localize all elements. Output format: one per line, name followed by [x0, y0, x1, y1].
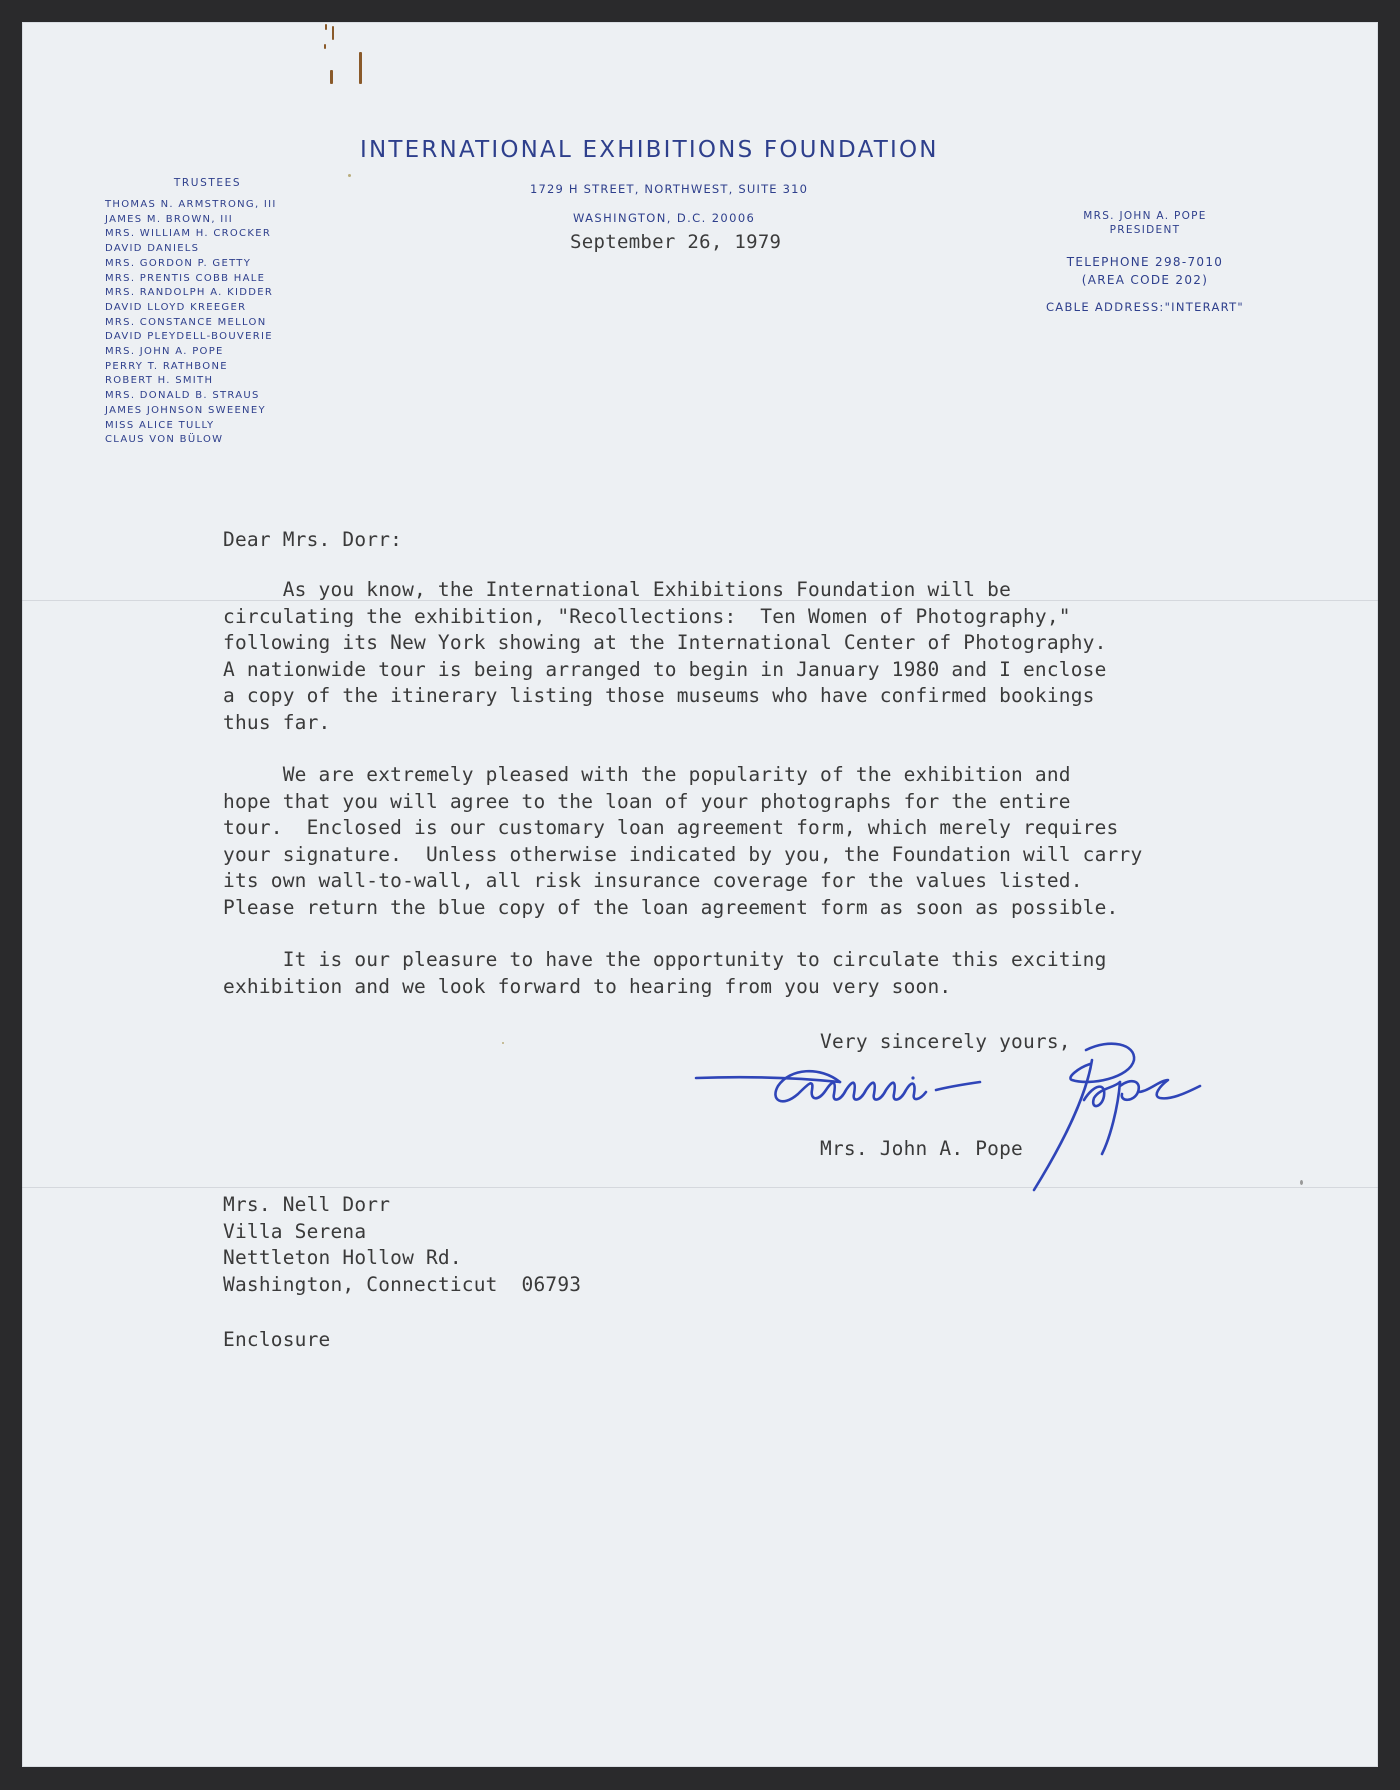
staple-marks — [322, 22, 382, 92]
trustee-name: THOMAS N. ARMSTRONG, III — [105, 199, 277, 210]
telephone: TELEPHONE 298-7010 — [1066, 255, 1224, 269]
salutation: Dear Mrs. Dorr: — [223, 528, 403, 551]
address-line: Villa Serena — [223, 1219, 367, 1243]
address-line: Washington, Connecticut 06793 — [223, 1272, 582, 1296]
trustee-name: MRS. CONSTANCE MELLON — [105, 316, 267, 328]
body-line: thus far. — [223, 710, 331, 734]
city-address: WASHINGTON, D.C. 20006 — [573, 211, 756, 225]
handwritten-signature — [690, 1038, 1230, 1198]
body-line: Please return the blue copy of the loan agreement form as soon as possible. — [223, 895, 1119, 919]
trustee-name: JAMES JOHNSON SWEENEY — [105, 404, 266, 416]
body-line: following its New York showing at the International Center of Photography. — [223, 631, 1107, 654]
trustee-name: MRS. DONALD B. STRAUS — [105, 390, 260, 402]
body-line: tour. Enclosed is our customary loan agreement form, which merely requires — [223, 816, 1119, 839]
letter-body — [223, 577, 1283, 1026]
paper-speck — [502, 1042, 504, 1044]
signer-name: Mrs. John A. Pope — [820, 1137, 1023, 1160]
cable-address: CABLE ADDRESS:"INTERART" — [1045, 300, 1245, 314]
body-line: hope that you will agree to the loan of your photographs for the entire — [223, 789, 1071, 813]
body-line: We are extremely pleased with the popularity of the exhibition and — [223, 763, 1071, 786]
body-paragraph — [223, 577, 1283, 736]
area-code: (AREA CODE 202) — [1081, 273, 1209, 287]
street-address: 1729 H STREET, NORTHWEST, SUITE 310 — [530, 182, 809, 196]
trustees-list — [105, 198, 345, 448]
address-line: Nettleton Hollow Rd. — [223, 1246, 462, 1269]
body-paragraph — [223, 762, 1283, 921]
trustee-name: DAVID LLOYD KREEGER — [105, 301, 247, 313]
body-line: your signature. Unless otherwise indicated by you, the Foundation will carry — [223, 842, 1143, 866]
body-line: a copy of the itinerary listing those museums who have confirmed bookings — [223, 684, 1095, 707]
recipient-address — [223, 1192, 581, 1298]
president-contact-block — [1000, 209, 1290, 315]
trustee-name: MRS. JOHN A. POPE — [105, 346, 224, 358]
trustees-list-block — [105, 177, 345, 448]
body-line: As you know, the International Exhibitions Foundation will be — [223, 578, 1012, 601]
closing: Very sincerely yours, — [820, 1030, 1071, 1053]
body-line: its own wall-to-wall, all risk insurance coverage for the values listed. — [223, 869, 1083, 892]
body-line: A nationwide tour is being arranged to begin in January 1980 and I enclose — [223, 657, 1107, 681]
trustee-name: DAVID PLEYDELL-BOUVERIE — [105, 331, 273, 343]
president-title: PRESIDENT — [1109, 224, 1181, 236]
trustee-name: MRS. WILLIAM H. CROCKER — [105, 228, 272, 240]
president-name: MRS. JOHN A. POPE — [1083, 210, 1207, 222]
organization-name: INTERNATIONAL EXHIBITIONS FOUNDATION — [360, 137, 939, 163]
trustee-name: MRS. PRENTIS COBB HALE — [105, 272, 266, 284]
address-line: Mrs. Nell Dorr — [223, 1193, 391, 1216]
trustees-heading: TRUSTEES — [173, 177, 242, 189]
paper-speck — [1300, 1180, 1303, 1185]
trustee-name: MRS. GORDON P. GETTY — [105, 257, 252, 269]
letter-date: September 26, 1979 — [570, 231, 782, 253]
body-paragraph — [223, 947, 1283, 1000]
body-line: It is our pleasure to have the opportunity to circulate this exciting — [223, 948, 1107, 971]
trustee-name: JAMES M. BROWN, III — [105, 213, 234, 225]
trustee-name: ROBERT H. SMITH — [105, 375, 214, 387]
trustee-name: PERRY T. RATHBONE — [105, 360, 228, 372]
trustee-name: MISS ALICE TULLY — [105, 419, 215, 431]
trustee-name: CLAUS VON BÜLOW — [105, 434, 224, 446]
trustee-name: DAVID DANIELS — [105, 243, 200, 255]
trustee-name: MRS. RANDOLPH A. KIDDER — [105, 287, 274, 299]
body-line: circulating the exhibition, "Recollections: Ten Women of Photography," — [223, 604, 1071, 628]
enclosure-note: Enclosure — [223, 1328, 331, 1351]
paper-speck — [348, 174, 351, 177]
body-line: exhibition and we look forward to hearing from you very soon. — [223, 974, 952, 998]
